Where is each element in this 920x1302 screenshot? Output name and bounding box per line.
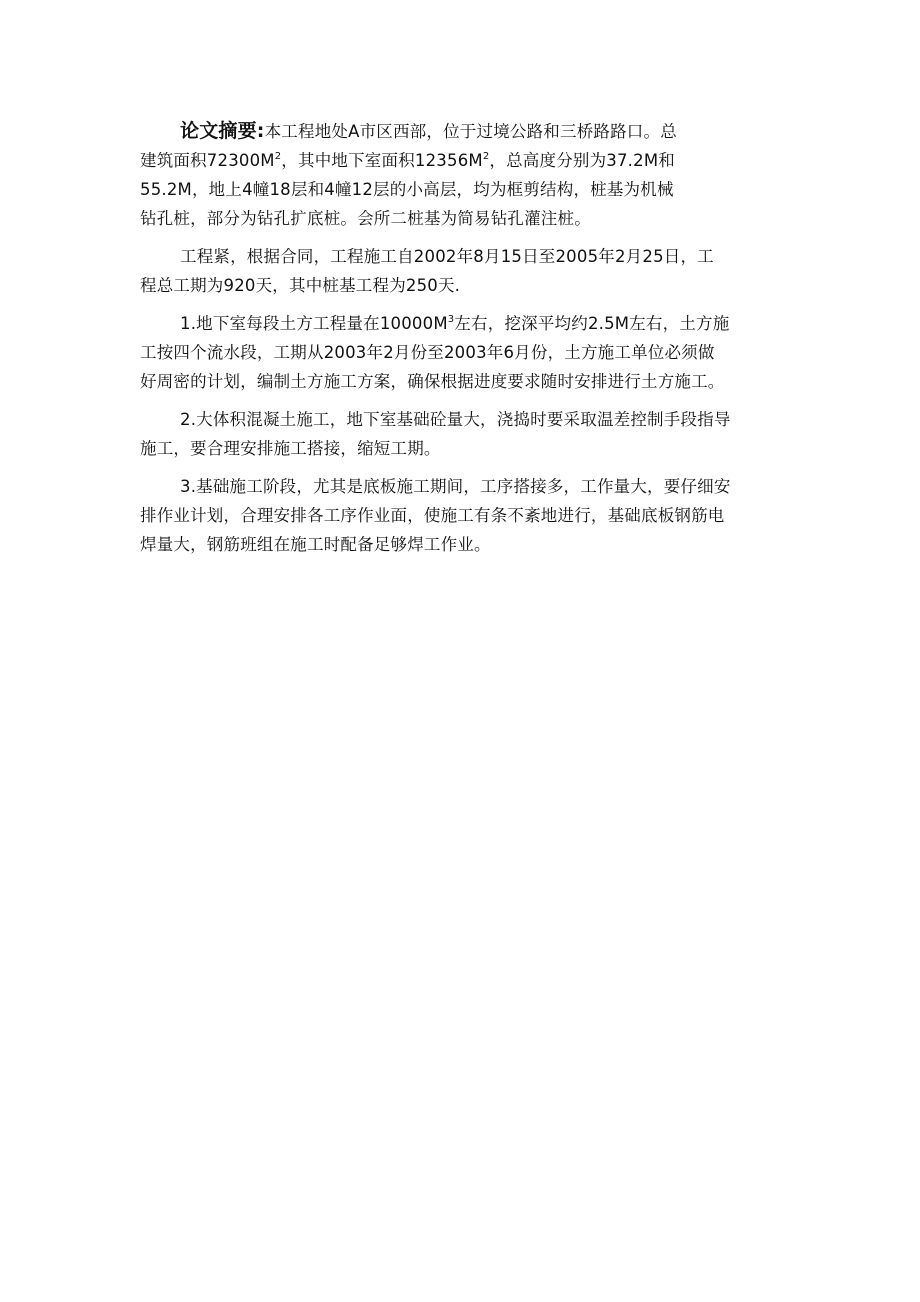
- item1-line-2: [140, 338, 782, 367]
- paragraph-text: 工程紧，根据合同，工程施工自2002年8月15日至2005年2月25日，工: [180, 247, 714, 266]
- paragraph-text: 程总工期为920天，其中桩基工程为250天.: [140, 276, 461, 295]
- abstract-text: 建筑面积72300M: [140, 151, 275, 170]
- paragraph-gap: [140, 300, 782, 309]
- paragraph-text: 3.基础施工阶段，尤其是底板施工期间，工序搭接多，工作量大，要仔细安: [180, 477, 731, 496]
- item3-line-1: [140, 472, 782, 501]
- abstract-text: 钻孔桩，部分为钻孔扩底桩。会所二桩基为简易钻孔灌注桩。: [140, 209, 591, 228]
- abstract-line-3: [140, 175, 782, 204]
- item1-line-1: [140, 309, 782, 338]
- paragraph-text: 左右，挖深平均约2.5M左右，土方施: [454, 314, 730, 333]
- item1-line-3: [140, 367, 782, 396]
- paragraph-gap: [140, 233, 782, 242]
- abstract-line-2: [140, 146, 782, 175]
- item2-line-2: [140, 434, 782, 463]
- abstract-text: ，总高度分别为37.2M和: [489, 151, 675, 170]
- document-body: [140, 117, 782, 559]
- abstract-line-1: [140, 117, 782, 146]
- paragraph-text: 焊量大，钢筋班组在施工时配备足够焊工作业。: [140, 535, 491, 554]
- item3-line-3: [140, 530, 782, 559]
- abstract-text: 55.2M，地上4幢18层和4幢12层的小高层，均为框剪结构，桩基为机械: [140, 180, 674, 199]
- item3-line-2: [140, 501, 782, 530]
- superscript: 3: [447, 313, 455, 325]
- schedule-line-1: [140, 242, 782, 271]
- superscript: 2: [274, 150, 282, 162]
- paragraph-text: 1.地下室每段土方工程量在10000M: [180, 314, 448, 333]
- paragraph-text: 好周密的计划，编制土方施工方案，确保根据进度要求随时安排进行土方施工。: [140, 372, 725, 391]
- superscript: 2: [482, 150, 490, 162]
- paragraph-text: 排作业计划，合理安排各工序作业面，使施工有条不紊地进行，基础底板钢筋电: [140, 506, 725, 525]
- abstract-text: ，其中地下室面积12356M: [281, 151, 483, 170]
- paragraph-text: 工按四个流水段，工期从2003年2月份至2003年6月份，土方施工单位必须做: [140, 343, 715, 362]
- abstract-line-4: [140, 204, 782, 233]
- paragraph-text: 施工，要合理安排施工搭接，缩短工期。: [140, 439, 441, 458]
- item2-line-1: [140, 405, 782, 434]
- abstract-heading: 论文摘要:: [180, 120, 265, 142]
- paragraph-text: 2.大体积混凝土施工，地下室基础砼量大，浇捣时要采取温差控制手段指导: [180, 410, 731, 429]
- paragraph-gap: [140, 463, 782, 472]
- abstract-text: 本工程地处A市区西部，位于过境公路和三桥路路口。总: [264, 122, 677, 141]
- paragraph-gap: [140, 396, 782, 405]
- schedule-line-2: [140, 271, 782, 300]
